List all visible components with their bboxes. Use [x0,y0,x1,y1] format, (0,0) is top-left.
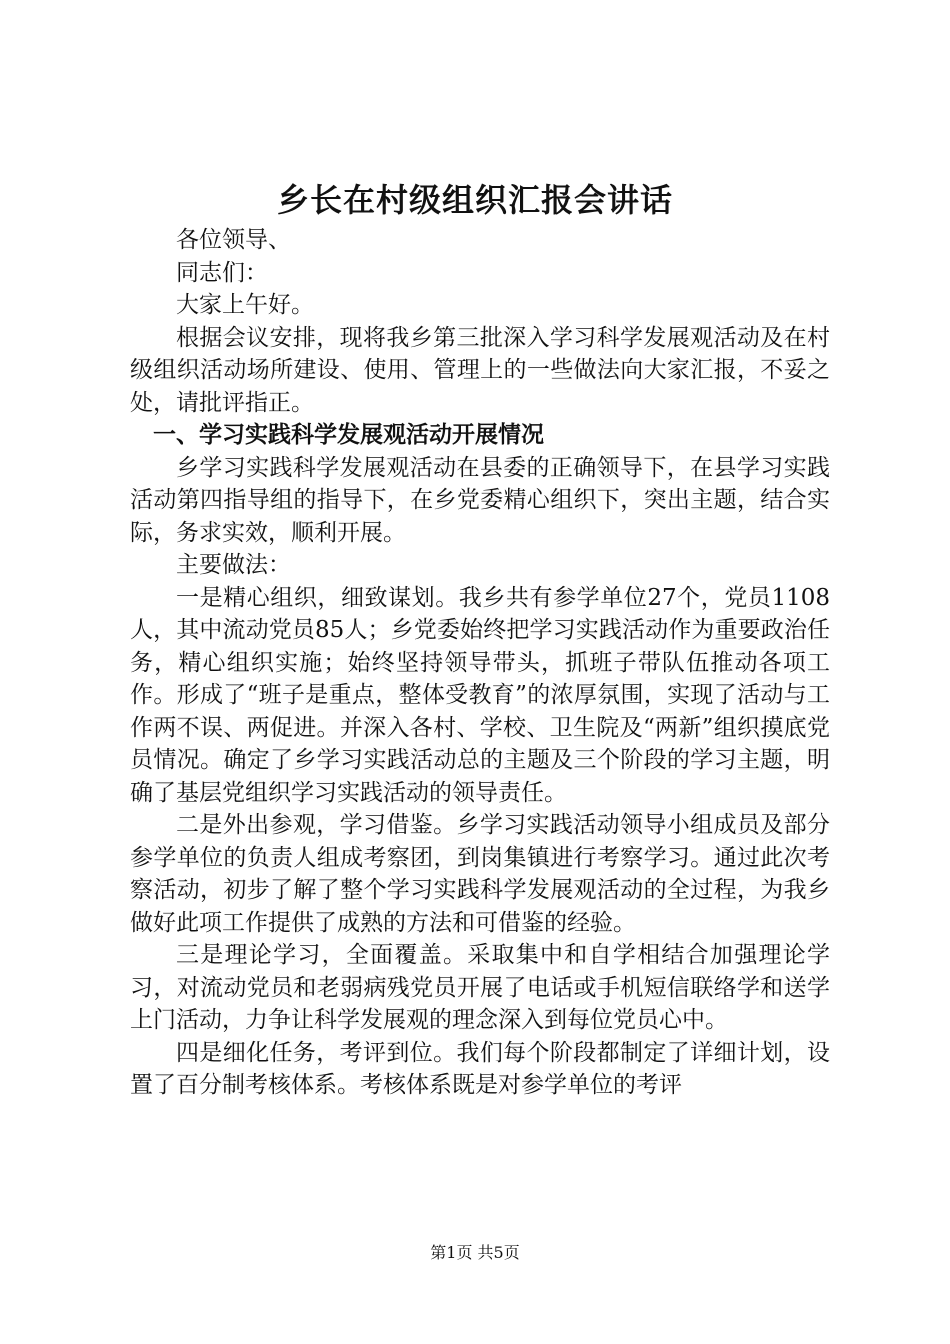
body-paragraph: 一是精心组织，细致谋划。我乡共有参学单位27个，党员1108人，其中流动党员85人；乡党委始终把学习实践活动作为重要政治任务，精心组织实施；始终坚持领导带头，抓班子带队伍推动各项工作。形成了“班子是重点，整体受教育”的浓厚氛围，实现了活动与工作两不误、两促进。并深入各村、学校、卫生院及“两新”组织摸底党员情况。确定了乡学习实践活动总的主题及三个阶段的学习主题，明确了基层党组织学习实践活动的领导责任。 [130,584,830,806]
body-paragraph: 三是理论学习，全面覆盖。采取集中和自学相结合加强理论学习，对流动党员和老弱病残党员开展了电话或手机短信联络学和送学上门活动，力争让科学发展观的理念深入到每位党员心中。 [130,942,830,1033]
salutation-leaders: 各位领导、 [176,227,291,253]
salutation-comrades: 同志们： [176,259,268,286]
section-heading: 一、学习实践科学发展观活动开展情况 [153,421,544,448]
document-body [130,224,830,1102]
body-paragraph: 二是外出参观，学习借鉴。乡学习实践活动领导小组成员及部分参学单位的负责人组成考察团，到岗集镇进行考察学习。通过此次考察活动，初步了解了整个学习实践科学发展观活动的全过程，为我乡做好此项工作提供了成熟的方法和可借鉴的经验。 [130,812,830,936]
document-title: 乡长在村级组织汇报会讲话 [276,181,673,219]
body-paragraph: 根据会议安排，现将我乡第三批深入学习科学发展观活动及在村级组织活动场所建设、使用、管理上的一些做法向大家汇报，不妥之处，请批评指正。 [130,324,830,416]
page-footer: 第1页 共5页 [430,1243,520,1262]
greeting: 大家上午好。 [176,292,314,318]
body-paragraph: 乡学习实践科学发展观活动在县委的正确领导下，在县学习实践活动第四指导组的指导下，在乡党委精心组织下，突出主题，结合实际，务求实效，顺利开展。 [130,454,830,546]
body-paragraph: 四是细化任务，考评到位。我们每个阶段都制定了详细计划，设置了百分制考核体系。考核体系既是对参学单位的考评 [130,1039,830,1098]
body-paragraph: 主要做法： [176,552,291,578]
